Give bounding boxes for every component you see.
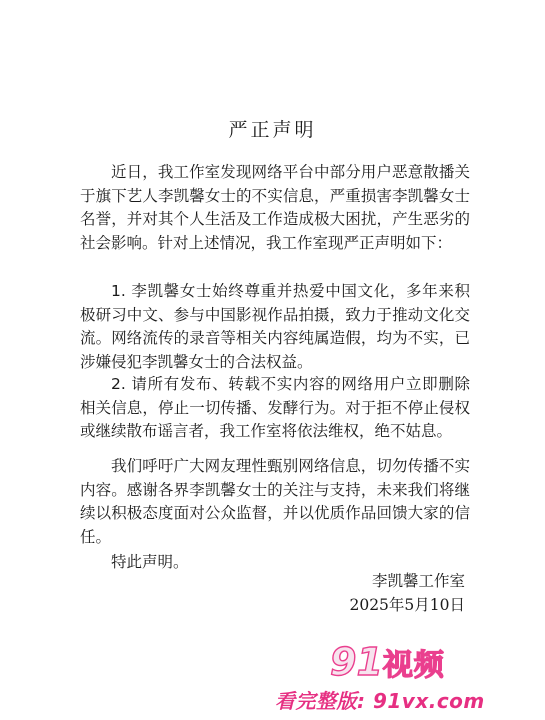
watermark-logo-number: 91 xyxy=(330,640,383,684)
page-title: 严正声明 xyxy=(228,119,317,141)
closing-line: 特此声明。 xyxy=(111,553,189,571)
statement-item-1: 1. 李凯馨女士始终尊重并热爱中国文化，多年来积极研习中文、参与中国影视作品拍摄，致力于推动文化交流。网络流传的录音等相关内容纯属造假，均为不实，已涉嫌侵犯李凯馨女士的合法权益。 xyxy=(80,282,470,371)
statement-date: 2025年5月10日 xyxy=(349,596,465,614)
intro-paragraph: 近日，我工作室发现网络平台中部分用户恶意散播关于旗下艺人李凯馨女士的不实信息，严重损害李凯馨女士名誉，并对其个人生活及工作造成极大困扰，产生恶劣的社会影响。针对上述情况，我工作室现严正声明如下： xyxy=(80,163,470,252)
statement-item-2: 2. 请所有发布、转载不实内容的网络用户立即删除相关信息，停止一切传播、发酵行为。对于拒不停止侵权或继续散布谣言者，我工作室将依法维权，绝不姑息。 xyxy=(80,375,470,441)
watermark-logo xyxy=(330,640,480,684)
watermark-url-line: 看完整版: 91vx.com xyxy=(275,689,485,713)
appeal-paragraph: 我们呼吁广大网友理性甄别网络信息，切勿传播不实内容。感谢各界李凯馨女士的关注与支持，未来我们将继续以积极态度面对公众监督，并以优质作品回馈大家的信任。 xyxy=(80,457,470,546)
signature: 李凯馨工作室 xyxy=(371,572,465,590)
watermark-logo-text: 视频 xyxy=(382,648,445,683)
